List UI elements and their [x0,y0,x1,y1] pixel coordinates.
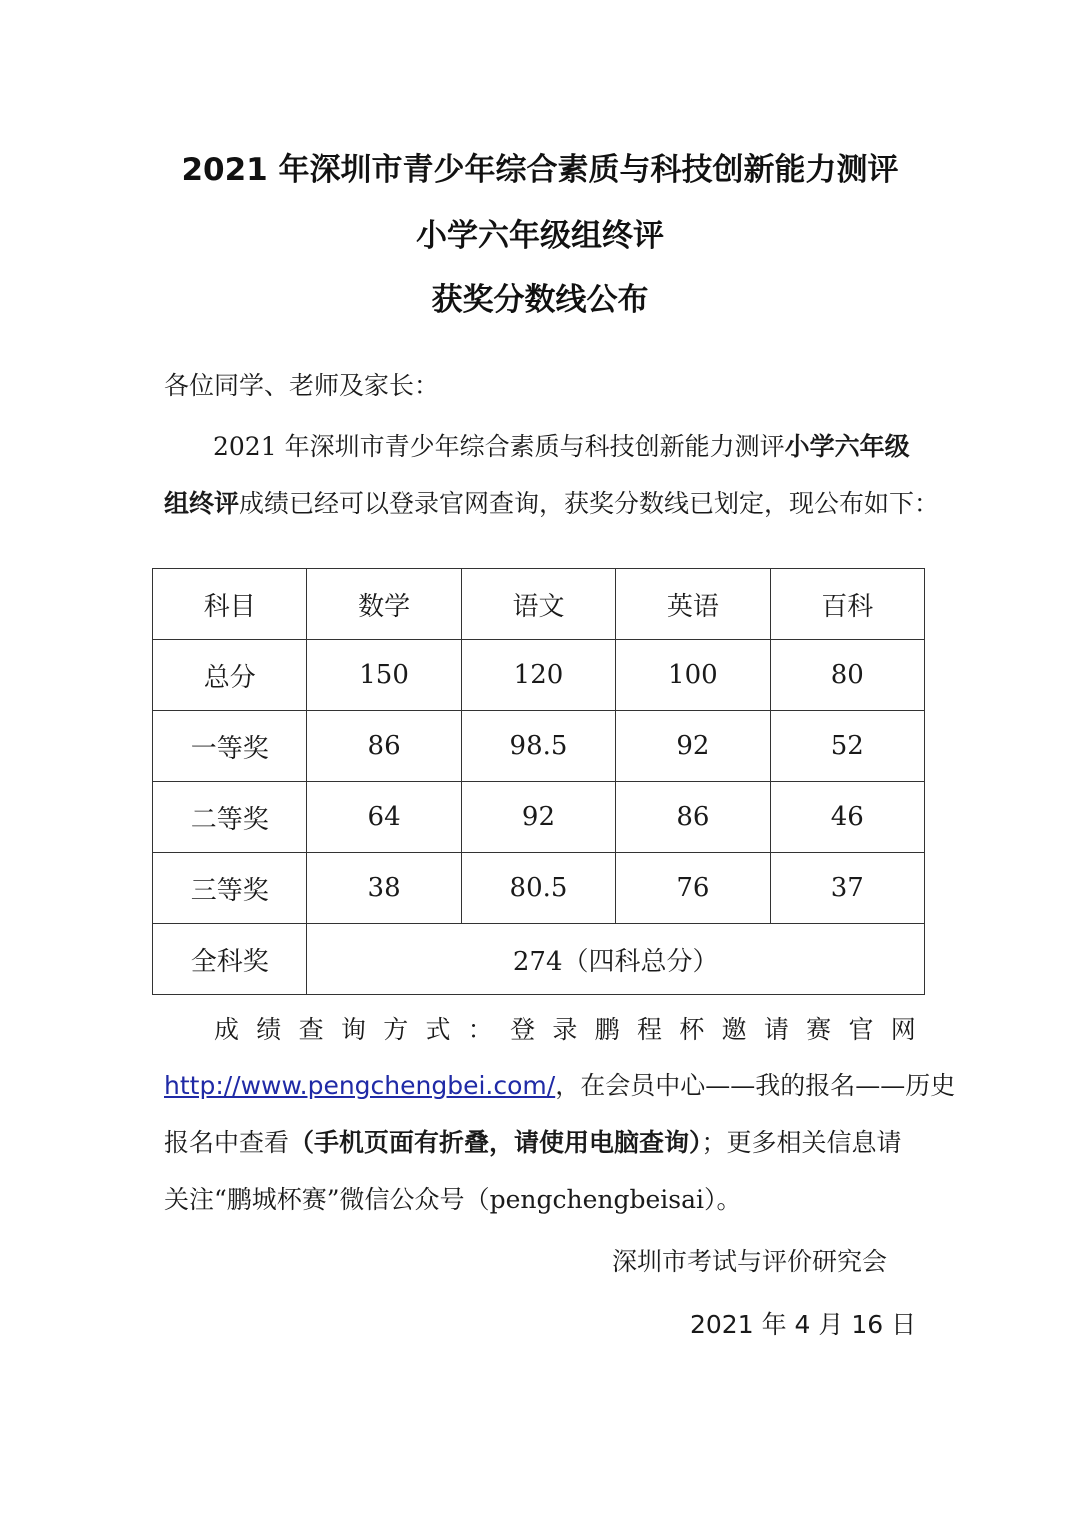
table-cell: 98.5 [461,711,615,782]
signature-org: 深圳市考试与评价研究会 [612,1247,888,1276]
table-cell: 80 [770,640,924,711]
query-text: ，在会员中心——我的报名——历史 [555,1071,956,1100]
query-text: 报名中查看 [164,1128,290,1157]
query-char: 邀 [721,1015,747,1044]
table-cell: 92 [616,711,770,782]
table-row [153,853,925,924]
table-cell: 100 [616,640,770,711]
header-cell: 科目 [153,569,307,640]
header-cell: 英语 [616,569,770,640]
query-char: 式 [425,1015,451,1044]
table-cell: 80.5 [461,853,615,924]
query-char: 程 [636,1015,662,1044]
query-char: 官 [848,1015,874,1044]
table-row [153,711,925,782]
row-label: 全科奖 [153,924,307,995]
table-row [153,782,925,853]
query-char: 鹏 [594,1015,620,1044]
table-cell: 86 [616,782,770,853]
table-cell: 150 [307,640,461,711]
table-cell: 76 [616,853,770,924]
header-cell: 语文 [461,569,615,640]
query-char: 询 [340,1015,366,1044]
query-char: 赛 [806,1015,832,1044]
table-cell: 38 [307,853,461,924]
header-cell: 百科 [770,569,924,640]
table-header-row [153,569,925,640]
query-char: 网 [890,1015,916,1044]
row-label: 一等奖 [153,711,307,782]
query-char: 录 [552,1015,578,1044]
table-cell: 64 [307,782,461,853]
table-cell: 86 [307,711,461,782]
query-line-2 [164,1066,955,1102]
table-cell: 46 [770,782,924,853]
query-char: 请 [763,1015,789,1044]
query-line-3 [164,1123,902,1159]
query-line-4: 关注“鹏城杯赛”微信公众号（pengchengbeisai）。 [164,1185,742,1214]
intro-line-2 [164,484,939,520]
query-char: 杯 [679,1015,705,1044]
query-char: 绩 [256,1015,282,1044]
intro-bold-2: 组终评 [164,489,240,518]
query-bold-note: （手机页面有折叠，请使用电脑查询） [289,1128,702,1157]
intro-text: 2021 年深圳市青少年综合素质与科技创新能力测评 [213,432,785,461]
all-subject-value: 274（四科总分） [307,924,925,995]
query-char: 方 [383,1015,409,1044]
table-row-all [153,924,925,995]
row-label: 三等奖 [153,853,307,924]
page-title: 2021 年深圳市青少年综合素质与科技创新能力测评 [181,152,899,188]
page-subtitle: 小学六年级组终评 [416,218,664,254]
greeting: 各位同学、老师及家长： [164,371,440,400]
website-link[interactable]: http://www.pengchengbei.com/ [164,1071,556,1100]
intro-bold: 小学六年级 [784,432,910,461]
page-subtitle-2: 获奖分数线公布 [431,282,649,318]
table-cell: 37 [770,853,924,924]
header-cell: 数学 [307,569,461,640]
query-text: ；更多相关信息请 [701,1128,902,1157]
query-char: 登 [510,1015,536,1044]
query-char: 查 [298,1015,324,1044]
intro-line-1 [213,427,910,463]
table-row [153,640,925,711]
signature-date: 2021 年 4 月 16 日 [690,1310,917,1339]
query-char: ： [467,1015,493,1044]
table-cell: 52 [770,711,924,782]
row-label: 二等奖 [153,782,307,853]
table-cell: 120 [461,640,615,711]
table-cell: 92 [461,782,615,853]
score-table [152,568,925,995]
row-label: 总分 [153,640,307,711]
query-char: 成 [214,1015,240,1044]
query-line-1 [214,1010,916,1046]
intro-text-2: 成绩已经可以登录官网查询，获奖分数线已划定，现公布如下： [239,489,940,518]
